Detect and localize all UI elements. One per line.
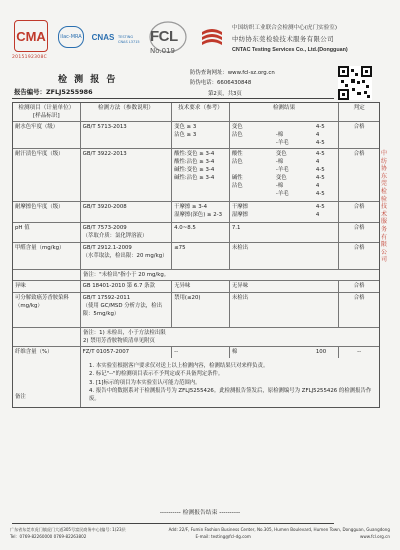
result-value: [232, 190, 276, 198]
cell-verdict: 合格: [353, 295, 365, 301]
report-number-label: 报告编号：: [14, 88, 46, 96]
result-value: 4-5: [315, 151, 325, 157]
table-row: [13, 202, 379, 223]
verify-phone-label: 防伪电话：: [190, 80, 217, 86]
result-value: 无异味: [231, 283, 249, 289]
result-value: 沾色: [231, 183, 243, 189]
side-vertical-text: 中纺协东莞检验技术服务有限公司: [381, 150, 388, 264]
table-row: [13, 243, 379, 270]
verify-phone-value: 6606430848: [216, 80, 252, 86]
cell-method: [81, 223, 173, 242]
remark-line: 1. 本实验室根据客户要求仅对送上以上检测内容，检测结果只对来样负责。: [89, 363, 269, 369]
cell-requirement: 干摩擦 ≥ 3-4 湿摩擦(深色) ≥ 2-3: [172, 202, 230, 222]
result-value: 4: [315, 132, 320, 138]
cell-method: [81, 149, 173, 201]
note-spacer: [13, 328, 81, 346]
cma-logo: CMA: [14, 20, 48, 52]
method-text: GB/T 7573-2009 （萃取介质：氯化钾溶液）: [82, 225, 148, 239]
header-requirement: 技术要求（参考）: [172, 103, 230, 121]
header-divider: [12, 98, 334, 99]
page-number: 第2页，共3页: [208, 91, 242, 97]
cnas-code: [118, 35, 140, 44]
verify-url: [190, 68, 275, 76]
cnas-code-line-1: TESTING: [118, 35, 134, 39]
result-value: 酸性: [231, 151, 243, 157]
footer-email[interactable]: E-mail: testing@fcl-dg.com: [195, 533, 251, 539]
method-text: FZ/T 01057-2007: [82, 349, 130, 355]
ilac-logo: ilac-MRA: [58, 26, 84, 48]
cell-result: [230, 293, 339, 327]
result-value: 4: [315, 212, 320, 218]
remark-line: 4. 报告中的数据系对于检测报告号为 ZFLJ5255426。此检测报告签发后，原检测编号为 ZFLJ5255426 的检测报告作废。: [89, 387, 372, 403]
result-value: -羊毛: [275, 191, 289, 197]
result-value: -棉: [275, 159, 284, 165]
method-text: GB/T 5713-2013: [82, 124, 127, 130]
cell-requirement: 无异味: [172, 281, 230, 292]
row-note: 备注：1) 未检出，小于方法检出限 2) 禁用芳香胺物质清单见附页: [83, 330, 166, 344]
result-value: 变色: [231, 124, 243, 130]
result-value: 沾色: [231, 159, 243, 165]
verify-url-label: 防伪查询网址：: [190, 70, 228, 76]
footer-tel: Tel：0769-82260000 0769-82263802: [10, 533, 87, 539]
cell-result: [230, 347, 339, 358]
result-value: 4-5: [315, 204, 325, 210]
cell-verdict: 合格: [353, 124, 365, 130]
method-text: GB 18401-2010 第 6.7 条款: [82, 283, 155, 289]
cell-method: [81, 202, 173, 222]
cell-item: 可分解致癌芳香胺染料（mg/kg）: [13, 293, 81, 327]
result-value: 4-5: [315, 175, 325, 181]
method-text: GB/T 2912.1-2009 （水萃取法，检出限：20 mg/kg）: [82, 245, 168, 259]
cell-result: [230, 149, 339, 201]
footer-web[interactable]: www.fcl.org.cn: [360, 533, 390, 539]
header-verdict: 判定: [353, 105, 365, 111]
result-value: -羊毛: [275, 140, 289, 146]
remark-line: 2. 标记"--"的检测项目表示不予判定或不具备判定条件。: [89, 371, 224, 378]
cnas-code-line-2: CNAS L3715: [118, 39, 140, 44]
result-value: 未检出: [231, 245, 249, 251]
result-value: [276, 224, 316, 232]
method-text: GB/T 3922-2013: [82, 151, 127, 157]
cell-item: 耐汗渍色牢度（级）: [13, 149, 81, 201]
result-value: [276, 244, 316, 252]
result-value: -羊毛: [275, 167, 289, 173]
table-note-row: [13, 328, 379, 347]
cell-item: 耐水色牢度（级）: [13, 122, 81, 148]
cell-item: 纤维含量（%）: [13, 347, 81, 358]
fcl-number: No.019: [150, 47, 175, 55]
cell-item: 甲醛含量（mg/kg）: [13, 243, 81, 269]
row-note: 备注："未检出"指小于 20 mg/kg。: [83, 272, 170, 278]
cntac-flag-logo-icon: [198, 24, 226, 52]
cell-item: 耐摩擦色牢度（级）: [13, 202, 81, 222]
table-row: [13, 223, 379, 243]
cnas-logo: CNAS: [91, 32, 115, 42]
result-value: 变色: [275, 151, 287, 157]
results-table: [12, 102, 380, 408]
cma-code: 2015192308C: [12, 55, 48, 60]
cell-verdict: 合格: [353, 151, 365, 157]
result-value: [232, 139, 276, 147]
table-header-row: [13, 103, 379, 122]
cell-requirement: ≤75: [172, 243, 230, 269]
report-end-mark: ---------- 检测报告结束 ----------: [159, 510, 241, 516]
footer: [10, 527, 390, 540]
result-value: 沾色: [231, 132, 243, 138]
table-row: [13, 347, 379, 358]
cell-method: [81, 281, 173, 292]
cell-requirement: 4.0~8.5: [172, 223, 230, 242]
report-number-value: ZFLJ5255986: [45, 88, 93, 96]
cell-result: [230, 243, 339, 269]
result-value: 4: [315, 159, 320, 165]
result-value: 未检出: [231, 295, 249, 301]
result-value: 7.1: [231, 225, 241, 231]
result-value: [232, 166, 276, 174]
result-value: 100: [315, 349, 327, 355]
result-value: 4-5: [315, 167, 325, 173]
remark-line: 3. [1]标示的项目为本实验室认可能力范围内。: [89, 379, 201, 386]
result-value: [316, 224, 334, 232]
table-row: [13, 149, 379, 202]
cell-method: [81, 347, 173, 358]
fcl-logo: FCL: [150, 28, 178, 45]
remarks-row: [13, 358, 379, 407]
cell-item: pH 值: [13, 223, 81, 242]
result-value: [316, 282, 334, 290]
header-item: 检测项目（计量单位）[样品标识]: [13, 103, 81, 121]
cell-requirement: 变色 ≥ 3 沾色 ≥ 3: [172, 122, 230, 148]
header-method: 检测方法（参数说明）: [81, 103, 173, 121]
cell-verdict: 合格: [353, 245, 365, 251]
cell-requirement: 酸性:变色 ≥ 3-4 酸性:沾色 ≥ 3-4 碱性:变色 ≥ 3-4 碱性:沾色 ≥ 3-4: [172, 149, 230, 201]
cell-verdict: 合格: [353, 225, 365, 231]
result-value: [276, 348, 316, 356]
cell-result: [230, 202, 339, 222]
cell-method: [81, 243, 173, 269]
cell-method: [81, 122, 173, 148]
remarks-label: 备注: [13, 358, 81, 407]
qr-code-icon: [338, 66, 372, 100]
result-value: [276, 123, 316, 131]
report-number: [14, 87, 93, 96]
report-title: 检 测 报 告: [58, 75, 118, 85]
footer-divider: [12, 523, 334, 524]
cell-verdict: 合格: [353, 283, 365, 289]
org-name-en: CNTAC Testing Services Co., Ltd.(Dongguan): [232, 47, 348, 53]
result-value: -棉: [275, 132, 284, 138]
verify-phone: [190, 78, 251, 86]
cell-result: [230, 223, 339, 242]
result-value: [276, 211, 316, 219]
result-value: [276, 203, 316, 211]
result-value: -棉: [275, 183, 284, 189]
note-spacer: [13, 270, 81, 280]
footer-address-cn: 广东省东莞市虎门镇虎门大道305号富民商务中心(编号: 1)23层: [10, 527, 126, 532]
result-value: 4: [315, 183, 320, 189]
table-row: [13, 281, 379, 293]
cell-item: 异味: [13, 281, 81, 292]
cell-result: [230, 281, 339, 292]
result-value: 4-5: [315, 124, 325, 130]
result-value: 4-5: [315, 191, 325, 197]
result-value: 碱性: [231, 175, 243, 181]
remarks-body: [81, 358, 379, 407]
cell-result: [230, 122, 339, 148]
result-value: 湿摩擦: [231, 212, 249, 218]
result-value: 棉: [231, 349, 238, 355]
result-value: [276, 294, 316, 302]
table-row: [13, 293, 379, 328]
table-row: [13, 122, 379, 149]
result-value: 4-5: [315, 140, 325, 146]
method-text: GB/T 3920-2008: [82, 204, 127, 210]
verify-url-value[interactable]: www.fcl-sz.org.cn: [227, 70, 275, 76]
method-text: GB/T 17592-2011 （使用 GC/MSD 分析方法，检出限：5mg/kg）: [82, 295, 162, 317]
result-value: [276, 282, 316, 290]
footer-address-en: Add: 22/F, Fumin Fashion Business Center, No.305, Humen Boulevard, Humen Town, Dongguan, Guangdong: [168, 527, 390, 532]
org-name-cn-2: 中纺协东莞检验技术服务有限公司: [232, 35, 334, 43]
cell-requirement: 禁用(≤20): [172, 293, 230, 327]
result-value: [316, 244, 334, 252]
cell-method: [81, 293, 173, 327]
result-value: 变色: [275, 175, 287, 181]
result-value: [316, 294, 334, 302]
cell-requirement: --: [172, 347, 230, 358]
table-note-row: [13, 270, 379, 281]
result-value: 干摩擦: [231, 204, 249, 210]
header-result: 检测结果: [230, 103, 339, 121]
org-name-cn-1: 中国纺织工业联合会检测中心(虎门实验室): [232, 25, 338, 31]
cell-verdict: 合格: [353, 204, 365, 210]
cell-verdict: --: [357, 349, 362, 355]
